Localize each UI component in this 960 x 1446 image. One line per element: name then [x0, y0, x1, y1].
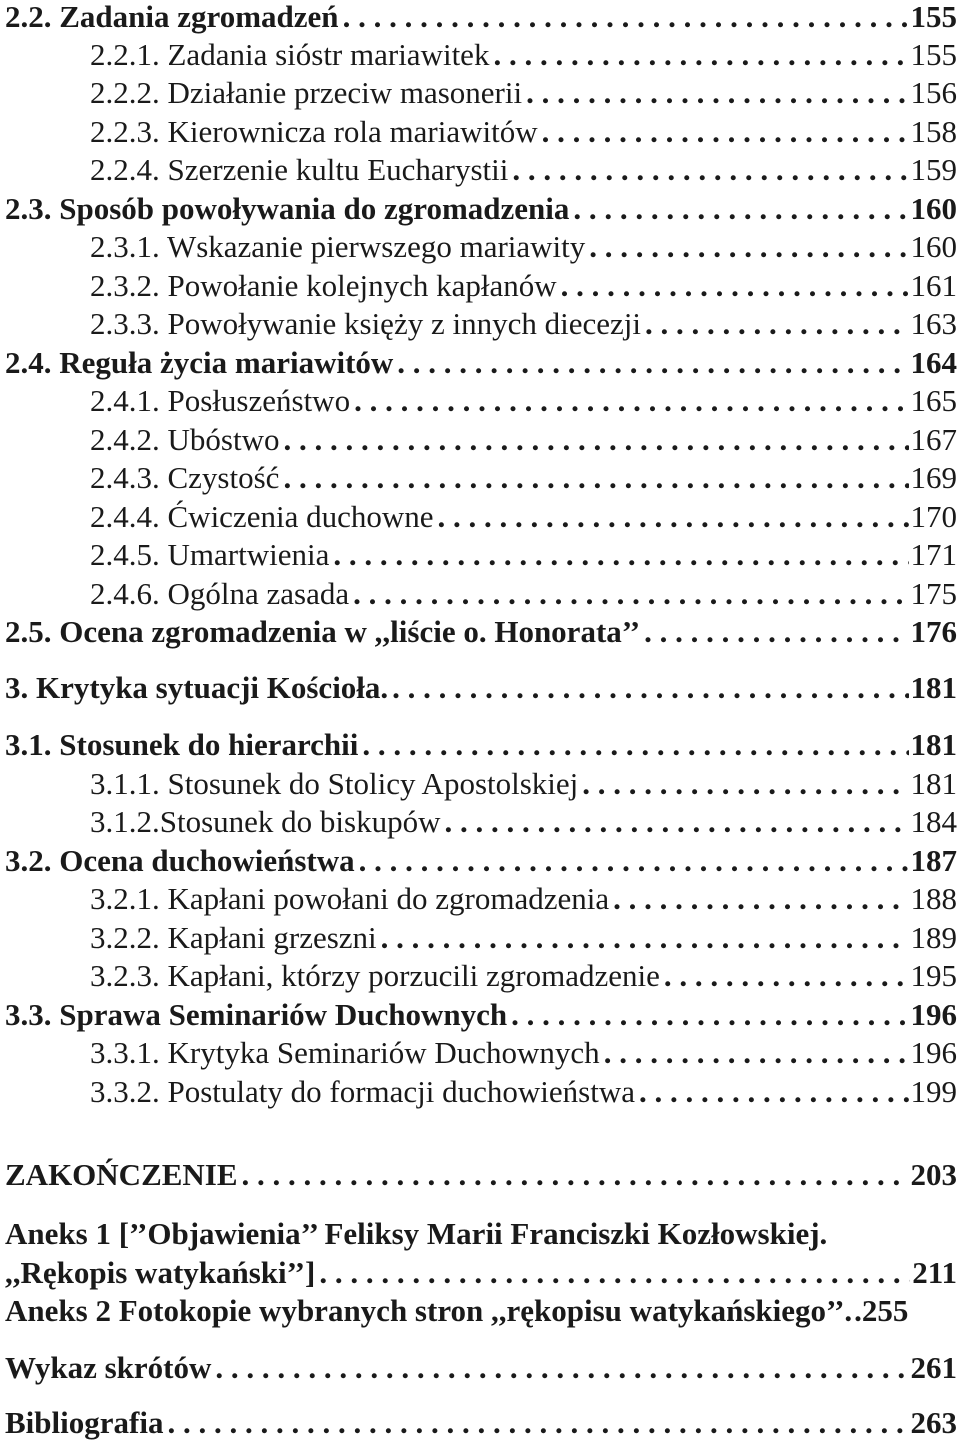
toc-entry-page: 188 [910, 881, 957, 916]
dot-leader [600, 1034, 909, 1072]
toc-entry-page: 203 [910, 1157, 957, 1192]
toc-entry-title: 3.2.2. Kapłani grzeszni [90, 920, 377, 955]
toc-entry [0, 0, 957, 36]
toc-entry-title: 2.4.2. Ubóstwo [90, 422, 280, 457]
toc-entry-page: 167 [910, 422, 957, 457]
toc-entry-page: 160 [910, 191, 957, 226]
toc-entry-page: 261 [910, 1350, 957, 1385]
dot-leader [329, 536, 908, 574]
toc-entry [0, 228, 957, 266]
toc-entry [0, 151, 957, 189]
toc-entry-title: 2.3.2. Powołanie kolejnych kapłanów [90, 268, 557, 303]
toc-entry-page: 263 [910, 1405, 957, 1440]
toc-entry [0, 382, 957, 420]
toc-entry [0, 957, 957, 995]
dot-leader [163, 1404, 908, 1442]
dot-leader [355, 842, 909, 880]
toc-entry [0, 765, 957, 803]
dot-leader [508, 151, 908, 189]
dot-leader [569, 190, 908, 228]
dot-leader [211, 1349, 908, 1387]
toc-entry-page: 176 [910, 614, 957, 649]
toc-entry [0, 459, 957, 497]
toc-entry-page: 196 [910, 1035, 957, 1070]
toc-entry-title: 3.2.3. Kapłani, którzy porzucili zgromadzenie [90, 958, 660, 993]
toc-entry-page: 158 [910, 114, 957, 149]
toc-entry-page: 160 [910, 229, 957, 264]
dot-leader [538, 113, 909, 151]
dot-leader [507, 996, 908, 1034]
toc-entry [0, 344, 957, 382]
toc-entry [0, 305, 957, 343]
toc-entry-page: 181 [910, 727, 957, 762]
toc-entry-title: 2.4.5. Umartwienia [90, 537, 330, 572]
dot-leader [358, 726, 908, 764]
toc-entry-title: 3.2. Ocena duchowieństwa [5, 843, 355, 878]
toc-entry [0, 421, 957, 459]
toc-entry-title: 3. Krytyka sytuacji Kościoła. [5, 670, 389, 705]
toc-entry [0, 1349, 957, 1387]
toc-entry-title: 2.4. Reguła życia mariawitów [5, 345, 394, 380]
toc-entry-title: 3.1.1. Stosunek do Stolicy Apostolskiej [90, 766, 579, 801]
toc-entry-page: 165 [910, 383, 957, 418]
dot-leader [522, 74, 908, 112]
toc-entry-page: 196 [910, 997, 957, 1032]
toc-entry [0, 1292, 957, 1330]
toc-entry-page: 211 [912, 1255, 957, 1290]
toc-entry-title: 2.2.4. Szerzenie kultu Eucharystii [90, 152, 509, 187]
toc-entry-title: 3.3.1. Krytyka Seminariów Duchownych [90, 1035, 600, 1070]
dot-leader [433, 498, 908, 536]
toc-entry-page: 155 [910, 37, 957, 72]
toc-entry-page: 156 [910, 75, 957, 110]
toc-entry [0, 1254, 957, 1292]
toc-entry-title: 2.4.6. Ogólna zasada [90, 576, 350, 611]
toc-entry-title: 3.3.2. Postulaty do formacji duchowieństwa [90, 1074, 635, 1109]
toc-entry-title: 3.2.1. Kapłani powołani do zgromadzenia [90, 881, 610, 916]
dot-leader [585, 228, 908, 266]
toc-entry [0, 803, 957, 841]
toc-entry-title: Aneks 1 [’’Objawienia’’ Feliksy Marii Franciszki Kozłowskiej. [5, 1216, 828, 1251]
toc-entry-title: 2.5. Ocena zgromadzenia w ,,liście o. Honorata’’ [5, 614, 641, 649]
toc-entry-page: 170 [910, 499, 957, 534]
dot-leader [660, 957, 909, 995]
toc-entry [0, 842, 957, 880]
toc-entry-page: 159 [910, 152, 957, 187]
toc-entry-title: 2.3.1. Wskazanie pierwszego mariawity [90, 229, 586, 264]
toc-entry [0, 190, 957, 228]
toc-entry-title: 2.3. Sposób powoływania do zgromadzenia [5, 191, 570, 226]
toc-entry [0, 267, 957, 305]
toc-entry-title: 3.1.2.Stosunek do biskupów [90, 804, 441, 839]
dot-leader [489, 36, 908, 74]
toc-entry-page: 163 [910, 306, 957, 341]
toc-entry-title: Aneks 2 Fotokopie wybranych stron ,,rękopisu watykańskiego’’. [5, 1293, 853, 1328]
dot-leader [279, 459, 908, 497]
toc-entry [0, 1156, 957, 1194]
toc-entry-page: 189 [910, 920, 957, 955]
toc-entry-title: 3.1. Stosunek do hierarchii [5, 727, 359, 762]
dot-leader [441, 803, 909, 841]
toc-entry [0, 1404, 957, 1442]
toc-entry [0, 880, 957, 918]
toc-entry-page: 187 [910, 843, 957, 878]
toc-entry-title: 2.4.3. Czystość [90, 460, 280, 495]
toc-entry [0, 726, 957, 764]
toc-entry [0, 575, 957, 613]
toc-entry [0, 36, 957, 74]
toc-entry-page: 171 [910, 537, 957, 572]
dot-leader [339, 0, 909, 36]
toc-entry-page: 184 [910, 804, 957, 839]
dot-leader [578, 765, 908, 803]
toc-entry [0, 113, 957, 151]
toc-entry-page: 164 [910, 345, 957, 380]
dot-leader [393, 344, 908, 382]
toc-entry-page: .255 [854, 1293, 909, 1328]
dot-leader [641, 305, 909, 343]
toc-entry-page: 161 [910, 268, 957, 303]
toc-entry [0, 996, 957, 1034]
toc-entry-page: 181 [910, 766, 957, 801]
toc-entry [0, 498, 957, 536]
toc-entry-page: 169 [910, 460, 957, 495]
toc-entry-title: 2.3.3. Powoływanie księży z innych diecezji [90, 306, 641, 341]
toc-entry-title: 2.4.1. Posłuszeństwo [90, 383, 351, 418]
dot-leader [377, 919, 909, 957]
toc-entry [0, 669, 957, 707]
toc-entry-title: 2.2.1. Zadania sióstr mariawitek [90, 37, 490, 72]
toc-entry-title: 2.4.4. Ćwiczenia duchowne [90, 499, 434, 534]
dot-leader [279, 421, 908, 459]
dot-leader [635, 1073, 909, 1111]
toc-entry-page: 175 [910, 576, 957, 611]
toc-entry-title: 2.2.3. Kierownicza rola mariawitów [90, 114, 538, 149]
toc-entry-title: ZAKOŃCZENIE [5, 1157, 238, 1192]
toc-entry [0, 536, 957, 574]
toc-entry [0, 613, 957, 651]
dot-leader [238, 1156, 909, 1194]
dot-leader [557, 267, 909, 305]
toc-entry-page: 155 [910, 0, 957, 34]
toc-entry-title: 2.2. Zadania zgromadzeń [5, 0, 339, 34]
toc-entry [0, 74, 957, 112]
toc-entry [0, 1034, 957, 1072]
toc-entry-title: 2.2.2. Działanie przeciw masonerii [90, 75, 523, 110]
toc-entry-page: 199 [910, 1074, 957, 1109]
dot-leader [349, 575, 908, 613]
toc-entry [0, 1073, 957, 1111]
dot-leader [315, 1254, 910, 1292]
dot-leader [350, 382, 908, 420]
toc-entry-title: ,,Rękopis watykański’’] [5, 1255, 316, 1290]
toc-entry-page: 195 [910, 958, 957, 993]
toc-entry-page: 181 [910, 670, 957, 705]
toc-entry-title: Bibliografia [5, 1405, 164, 1440]
toc-entry-title: 3.3. Sprawa Seminariów Duchownych [5, 997, 508, 1032]
dot-leader [640, 613, 908, 651]
dot-leader [388, 669, 908, 707]
toc-entry [0, 919, 957, 957]
dot-leader [609, 880, 908, 918]
toc-entry-title: Wykaz skrótów [5, 1350, 212, 1385]
